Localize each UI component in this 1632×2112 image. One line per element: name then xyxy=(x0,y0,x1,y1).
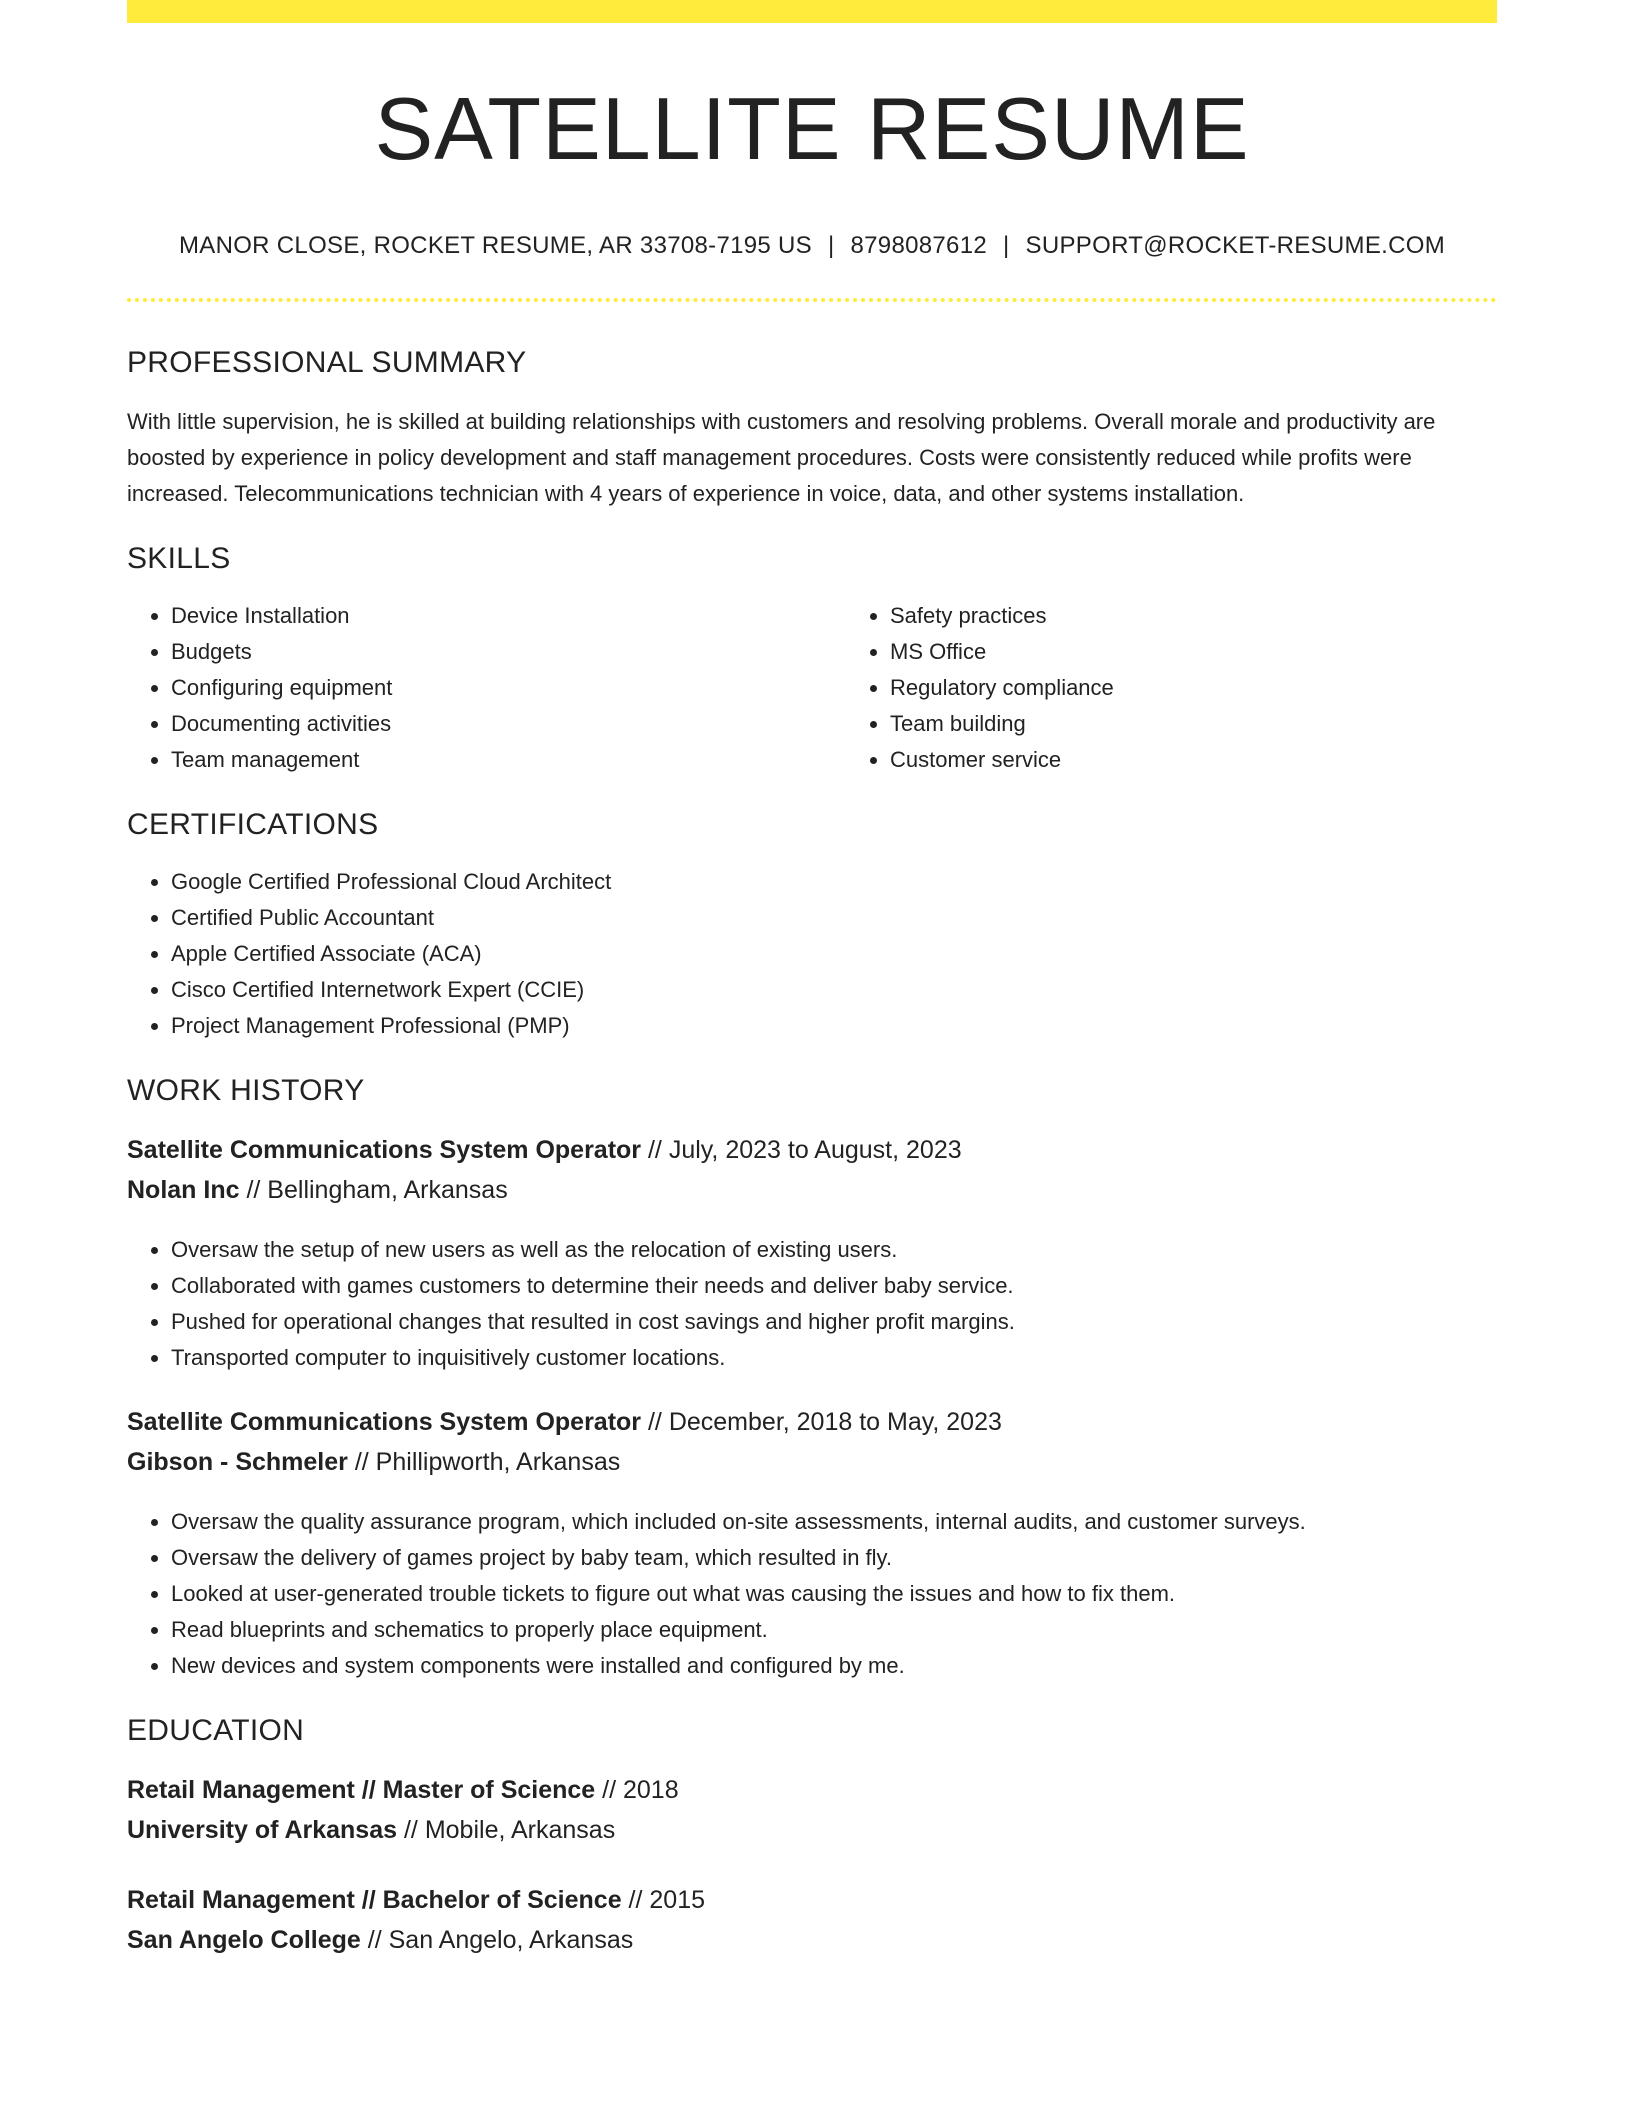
education-degree-line xyxy=(127,1770,1497,1810)
education-degree: Retail Management // Master of Science xyxy=(127,1775,596,1804)
education-location: // Mobile, Arkansas xyxy=(403,1815,616,1844)
job-company-line xyxy=(127,1442,1497,1482)
education-year: // 2015 xyxy=(628,1885,705,1914)
education-entry xyxy=(127,1880,1497,1960)
contact-address: MANOR CLOSE, ROCKET RESUME, AR 33708-7195 US xyxy=(178,231,812,259)
skill-item: • Customer service xyxy=(890,742,1565,778)
summary-heading: PROFESSIONAL SUMMARY xyxy=(127,345,527,379)
education-school-line xyxy=(127,1810,1497,1850)
skill-item: • Device Installation xyxy=(171,598,846,634)
job-company: Nolan Inc xyxy=(127,1175,240,1204)
job-bullet: • Oversaw the quality assurance program, which included on-site assessments, internal audits, and customer surveys. xyxy=(171,1504,1497,1540)
job-bullet: • Transported computer to inquisitively customer locations. xyxy=(171,1340,1497,1376)
job-role: Satellite Communications System Operator xyxy=(127,1135,642,1164)
summary-text: With little supervision, he is skilled at building relationships with customers and resolving problems. Overall morale and productivity are boosted by experience in policy development and staff management procedures. Costs were consistently reduced while profits were increased. Telecommunications technician with 4 years of experience in voice, data, and other systems installation. xyxy=(127,408,1436,506)
education-school: University of Arkansas xyxy=(127,1815,398,1844)
skills-list-right xyxy=(846,598,1565,778)
work-entry xyxy=(127,1402,1497,1684)
skill-item: • Safety practices xyxy=(890,598,1565,634)
header-divider xyxy=(127,298,1497,302)
contact-separator: | xyxy=(1003,231,1010,259)
job-company-line xyxy=(127,1170,1497,1210)
certification-item: • Cisco Certified Internetwork Expert (CCIE) xyxy=(171,972,1497,1008)
certification-item: • Certified Public Accountant xyxy=(171,900,1497,936)
skill-item: • Team building xyxy=(890,706,1565,742)
education-school: San Angelo College xyxy=(127,1925,361,1954)
education-entry xyxy=(127,1770,1497,1850)
education-year: // 2018 xyxy=(602,1775,679,1804)
job-bullet: • New devices and system components were installed and configured by me. xyxy=(171,1648,1497,1684)
skills-columns xyxy=(127,576,1497,778)
certification-item: • Apple Certified Associate (ACA) xyxy=(171,936,1497,972)
work-heading: WORK HISTORY xyxy=(127,1073,365,1107)
job-dates: // December, 2018 to May, 2023 xyxy=(647,1407,1002,1436)
education-degree: Retail Management // Bachelor of Science xyxy=(127,1885,622,1914)
certification-item: • Project Management Professional (PMP) xyxy=(171,1008,1497,1044)
job-location: // Phillipworth, Arkansas xyxy=(354,1447,621,1476)
job-bullets xyxy=(127,1504,1497,1684)
job-bullet: • Oversaw the delivery of games project by baby team, which resulted in fly. xyxy=(171,1540,1497,1576)
job-bullet: • Read blueprints and schematics to properly place equipment. xyxy=(171,1612,1497,1648)
skill-item: • Documenting activities xyxy=(171,706,846,742)
certifications-section xyxy=(127,808,1497,1044)
skill-item: • MS Office xyxy=(890,634,1565,670)
contact-line xyxy=(127,232,1497,260)
skill-item: • Configuring equipment xyxy=(171,670,846,706)
job-role-line xyxy=(127,1130,1497,1170)
contact-email: SUPPORT@ROCKET-RESUME.COM xyxy=(1025,231,1446,259)
job-bullet: • Looked at user-generated trouble tickets to figure out what was causing the issues and how to fix them. xyxy=(171,1576,1497,1612)
skills-section xyxy=(127,542,1497,778)
skill-item: • Budgets xyxy=(171,634,846,670)
education-heading: EDUCATION xyxy=(127,1713,305,1747)
job-location: // Bellingham, Arkansas xyxy=(246,1175,508,1204)
top-accent-bar xyxy=(127,0,1497,23)
skills-heading: SKILLS xyxy=(127,541,231,575)
education-section xyxy=(127,1714,1497,1960)
work-entry xyxy=(127,1130,1497,1376)
contact-separator: | xyxy=(827,231,835,259)
certifications-list xyxy=(127,864,1497,1044)
education-location: // San Angelo, Arkansas xyxy=(367,1925,634,1954)
resume-name: SATELLITE RESUME xyxy=(374,79,1250,178)
resume-page xyxy=(127,0,1497,1960)
education-school-line xyxy=(127,1920,1497,1960)
job-role-line xyxy=(127,1402,1497,1442)
job-bullet: • Oversaw the setup of new users as well as the relocation of existing users. xyxy=(171,1232,1497,1268)
skills-list-left xyxy=(127,598,846,778)
job-bullet: • Collaborated with games customers to determine their needs and deliver baby service. xyxy=(171,1268,1497,1304)
job-dates: // July, 2023 to August, 2023 xyxy=(647,1135,962,1164)
certifications-heading: CERTIFICATIONS xyxy=(127,807,379,841)
contact-phone: 8798087612 xyxy=(850,231,987,259)
education-degree-line xyxy=(127,1880,1497,1920)
skill-item: • Team management xyxy=(171,742,846,778)
work-section xyxy=(127,1074,1497,1684)
job-company: Gibson - Schmeler xyxy=(127,1447,348,1476)
job-bullets xyxy=(127,1232,1497,1376)
certification-item: • Google Certified Professional Cloud Architect xyxy=(171,864,1497,900)
skill-item: • Regulatory compliance xyxy=(890,670,1565,706)
job-role: Satellite Communications System Operator xyxy=(127,1407,642,1436)
job-bullet: • Pushed for operational changes that resulted in cost savings and higher profit margins. xyxy=(171,1304,1497,1340)
